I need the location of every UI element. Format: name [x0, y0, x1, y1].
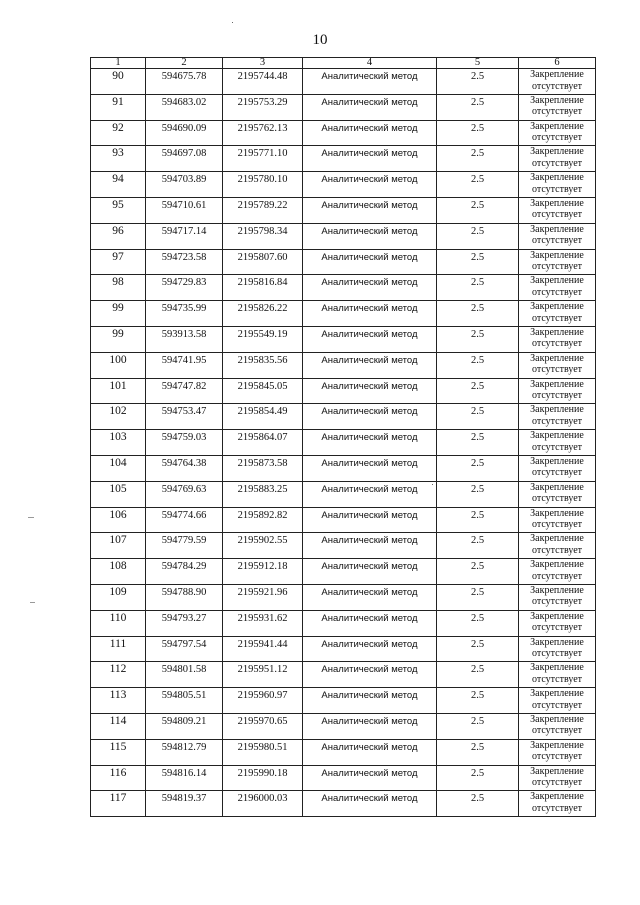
cell-accuracy: 2.5	[437, 378, 519, 404]
cell-coord-y: 2195883.25	[223, 481, 303, 507]
cell-coord-y: 2195854.49	[223, 404, 303, 430]
table-row	[91, 636, 596, 662]
cell-fixing-description: Закрепление отсутствует	[519, 378, 596, 404]
header-col-3: 3	[223, 58, 303, 69]
cell-accuracy: 2.5	[437, 636, 519, 662]
cell-fixing-description: Закрепление отсутствует	[519, 533, 596, 559]
cell-method: Аналитический метод	[303, 301, 437, 327]
cell-method: Аналитический метод	[303, 559, 437, 585]
cell-coord-x: 594675.78	[146, 69, 223, 95]
cell-point-number: 94	[91, 172, 146, 198]
cell-fixing-description: Закрепление отсутствует	[519, 791, 596, 817]
cell-coord-x: 594809.21	[146, 713, 223, 739]
table-row	[91, 584, 596, 610]
table-row	[91, 378, 596, 404]
cell-coord-y: 2195951.12	[223, 662, 303, 688]
cell-fixing-description: Закрепление отсутствует	[519, 301, 596, 327]
cell-fixing-description: Закрепление отсутствует	[519, 197, 596, 223]
cell-method: Аналитический метод	[303, 713, 437, 739]
cell-coord-x: 594797.54	[146, 636, 223, 662]
cell-fixing-description: Закрепление отсутствует	[519, 146, 596, 172]
cell-method: Аналитический метод	[303, 481, 437, 507]
table-row	[91, 352, 596, 378]
table-row	[91, 146, 596, 172]
header-col-5: 5	[437, 58, 519, 69]
cell-fixing-description: Закрепление отсутствует	[519, 688, 596, 714]
cell-method: Аналитический метод	[303, 352, 437, 378]
cell-coord-y: 2195762.13	[223, 120, 303, 146]
coordinates-table	[90, 57, 596, 817]
table-row	[91, 249, 596, 275]
table-row	[91, 791, 596, 817]
cell-method: Аналитический метод	[303, 249, 437, 275]
table-row	[91, 765, 596, 791]
cell-point-number: 100	[91, 352, 146, 378]
cell-method: Аналитический метод	[303, 610, 437, 636]
cell-method: Аналитический метод	[303, 69, 437, 95]
cell-method: Аналитический метод	[303, 507, 437, 533]
cell-coord-x: 594759.03	[146, 430, 223, 456]
table-row	[91, 197, 596, 223]
cell-fixing-description: Закрепление отсутствует	[519, 275, 596, 301]
cell-point-number: 116	[91, 765, 146, 791]
cell-fixing-description: Закрепление отсутствует	[519, 559, 596, 585]
cell-accuracy: 2.5	[437, 610, 519, 636]
scan-speck	[28, 517, 34, 518]
cell-point-number: 97	[91, 249, 146, 275]
cell-coord-y: 2195970.65	[223, 713, 303, 739]
cell-method: Аналитический метод	[303, 791, 437, 817]
cell-coord-x: 594779.59	[146, 533, 223, 559]
cell-accuracy: 2.5	[437, 765, 519, 791]
cell-point-number: 90	[91, 69, 146, 95]
cell-point-number: 95	[91, 197, 146, 223]
cell-accuracy: 2.5	[437, 197, 519, 223]
cell-point-number: 99	[91, 301, 146, 327]
table-row	[91, 507, 596, 533]
cell-point-number: 93	[91, 146, 146, 172]
table-header-row	[91, 58, 596, 69]
cell-coord-y: 2195941.44	[223, 636, 303, 662]
cell-fixing-description: Закрепление отсутствует	[519, 584, 596, 610]
table-row	[91, 326, 596, 352]
cell-coord-x: 594683.02	[146, 94, 223, 120]
cell-coord-x: 594774.66	[146, 507, 223, 533]
cell-accuracy: 2.5	[437, 662, 519, 688]
cell-point-number: 92	[91, 120, 146, 146]
cell-fixing-description: Закрепление отсутствует	[519, 94, 596, 120]
table-row	[91, 404, 596, 430]
cell-coord-y: 2195835.56	[223, 352, 303, 378]
cell-point-number: 109	[91, 584, 146, 610]
table-row	[91, 301, 596, 327]
cell-fixing-description: Закрепление отсутствует	[519, 507, 596, 533]
cell-fixing-description: Закрепление отсутствует	[519, 739, 596, 765]
table-row	[91, 223, 596, 249]
cell-coord-x: 594812.79	[146, 739, 223, 765]
cell-accuracy: 2.5	[437, 791, 519, 817]
cell-coord-x: 594769.63	[146, 481, 223, 507]
cell-fixing-description: Закрепление отсутствует	[519, 120, 596, 146]
cell-coord-y: 2195780.10	[223, 172, 303, 198]
cell-point-number: 112	[91, 662, 146, 688]
cell-coord-y: 2195826.22	[223, 301, 303, 327]
cell-coord-x: 594710.61	[146, 197, 223, 223]
cell-accuracy: 2.5	[437, 713, 519, 739]
cell-coord-y: 2196000.03	[223, 791, 303, 817]
cell-method: Аналитический метод	[303, 404, 437, 430]
table-body	[91, 69, 596, 817]
table-row	[91, 739, 596, 765]
cell-coord-x: 594747.82	[146, 378, 223, 404]
cell-accuracy: 2.5	[437, 430, 519, 456]
cell-coord-y: 2195816.84	[223, 275, 303, 301]
cell-method: Аналитический метод	[303, 662, 437, 688]
cell-point-number: 117	[91, 791, 146, 817]
table-row	[91, 94, 596, 120]
cell-coord-y: 2195990.18	[223, 765, 303, 791]
cell-coord-y: 2195845.05	[223, 378, 303, 404]
cell-point-number: 110	[91, 610, 146, 636]
cell-coord-y: 2195931.62	[223, 610, 303, 636]
cell-point-number: 98	[91, 275, 146, 301]
cell-method: Аналитический метод	[303, 688, 437, 714]
header-col-2: 2	[146, 58, 223, 69]
cell-accuracy: 2.5	[437, 249, 519, 275]
cell-fixing-description: Закрепление отсутствует	[519, 430, 596, 456]
cell-fixing-description: Закрепление отсутствует	[519, 249, 596, 275]
cell-coord-x: 594690.09	[146, 120, 223, 146]
cell-fixing-description: Закрепление отсутствует	[519, 172, 596, 198]
cell-coord-y: 2195980.51	[223, 739, 303, 765]
cell-method: Аналитический метод	[303, 223, 437, 249]
cell-accuracy: 2.5	[437, 584, 519, 610]
coordinates-table-container	[90, 57, 595, 817]
header-col-6: 6	[519, 58, 596, 69]
cell-method: Аналитический метод	[303, 739, 437, 765]
cell-accuracy: 2.5	[437, 688, 519, 714]
cell-coord-x: 594816.14	[146, 765, 223, 791]
table-row	[91, 172, 596, 198]
cell-coord-x: 594753.47	[146, 404, 223, 430]
cell-coord-x: 594764.38	[146, 455, 223, 481]
cell-point-number: 96	[91, 223, 146, 249]
cell-method: Аналитический метод	[303, 197, 437, 223]
cell-coord-x: 594805.51	[146, 688, 223, 714]
cell-coord-x: 594703.89	[146, 172, 223, 198]
cell-coord-y: 2195960.97	[223, 688, 303, 714]
cell-coord-y: 2195892.82	[223, 507, 303, 533]
cell-fixing-description: Закрепление отсутствует	[519, 481, 596, 507]
cell-coord-x: 594819.37	[146, 791, 223, 817]
cell-accuracy: 2.5	[437, 326, 519, 352]
table-row	[91, 688, 596, 714]
cell-coord-y: 2195807.60	[223, 249, 303, 275]
table-row	[91, 662, 596, 688]
cell-accuracy: 2.5	[437, 275, 519, 301]
cell-accuracy: 2.5	[437, 223, 519, 249]
cell-accuracy: 2.5	[437, 481, 519, 507]
cell-coord-y: 2195753.29	[223, 94, 303, 120]
cell-method: Аналитический метод	[303, 326, 437, 352]
cell-coord-y: 2195771.10	[223, 146, 303, 172]
cell-method: Аналитический метод	[303, 146, 437, 172]
cell-method: Аналитический метод	[303, 120, 437, 146]
table-row	[91, 610, 596, 636]
table-row	[91, 69, 596, 95]
cell-coord-y: 2195789.22	[223, 197, 303, 223]
cell-point-number: 106	[91, 507, 146, 533]
cell-accuracy: 2.5	[437, 352, 519, 378]
cell-fixing-description: Закрепление отсутствует	[519, 713, 596, 739]
cell-coord-x: 594788.90	[146, 584, 223, 610]
cell-accuracy: 2.5	[437, 533, 519, 559]
table-row	[91, 481, 596, 507]
cell-accuracy: 2.5	[437, 739, 519, 765]
table-row	[91, 559, 596, 585]
cell-fixing-description: Закрепление отсутствует	[519, 662, 596, 688]
cell-fixing-description: Закрепление отсутствует	[519, 765, 596, 791]
cell-accuracy: 2.5	[437, 301, 519, 327]
cell-accuracy: 2.5	[437, 69, 519, 95]
header-col-1: 1	[91, 58, 146, 69]
cell-coord-x: 593913.58	[146, 326, 223, 352]
table-row	[91, 430, 596, 456]
cell-coord-y: 2195902.55	[223, 533, 303, 559]
cell-coord-y: 2195921.96	[223, 584, 303, 610]
cell-coord-x: 594784.29	[146, 559, 223, 585]
cell-point-number: 113	[91, 688, 146, 714]
cell-method: Аналитический метод	[303, 172, 437, 198]
cell-coord-x: 594729.83	[146, 275, 223, 301]
cell-coord-x: 594801.58	[146, 662, 223, 688]
cell-accuracy: 2.5	[437, 559, 519, 585]
cell-method: Аналитический метод	[303, 765, 437, 791]
cell-point-number: 102	[91, 404, 146, 430]
cell-fixing-description: Закрепление отсутствует	[519, 610, 596, 636]
cell-accuracy: 2.5	[437, 146, 519, 172]
cell-coord-y: 2195864.07	[223, 430, 303, 456]
cell-point-number: 104	[91, 455, 146, 481]
cell-point-number: 111	[91, 636, 146, 662]
cell-accuracy: 2.5	[437, 455, 519, 481]
cell-fixing-description: Закрепление отсутствует	[519, 636, 596, 662]
cell-point-number: 107	[91, 533, 146, 559]
cell-coord-x: 594741.95	[146, 352, 223, 378]
cell-coord-x: 594723.58	[146, 249, 223, 275]
cell-fixing-description: Закрепление отсутствует	[519, 69, 596, 95]
cell-fixing-description: Закрепление отсутствует	[519, 223, 596, 249]
cell-coord-x: 594793.27	[146, 610, 223, 636]
cell-accuracy: 2.5	[437, 94, 519, 120]
cell-fixing-description: Закрепление отсутствует	[519, 404, 596, 430]
cell-point-number: 99	[91, 326, 146, 352]
cell-point-number: 101	[91, 378, 146, 404]
cell-point-number: 105	[91, 481, 146, 507]
header-col-4: 4	[303, 58, 437, 69]
cell-coord-y: 2195798.34	[223, 223, 303, 249]
cell-point-number: 115	[91, 739, 146, 765]
cell-coord-x: 594735.99	[146, 301, 223, 327]
cell-accuracy: 2.5	[437, 404, 519, 430]
cell-method: Аналитический метод	[303, 455, 437, 481]
table-row	[91, 533, 596, 559]
cell-coord-y: 2195549.19	[223, 326, 303, 352]
cell-accuracy: 2.5	[437, 120, 519, 146]
cell-point-number: 114	[91, 713, 146, 739]
cell-point-number: 103	[91, 430, 146, 456]
cell-method: Аналитический метод	[303, 94, 437, 120]
page-number: 10	[312, 32, 328, 48]
scan-speck	[432, 484, 433, 485]
cell-method: Аналитический метод	[303, 275, 437, 301]
cell-coord-y: 2195912.18	[223, 559, 303, 585]
cell-method: Аналитический метод	[303, 533, 437, 559]
cell-method: Аналитический метод	[303, 636, 437, 662]
cell-coord-y: 2195873.58	[223, 455, 303, 481]
table-row	[91, 713, 596, 739]
scan-speck	[30, 602, 35, 603]
cell-method: Аналитический метод	[303, 584, 437, 610]
cell-coord-x: 594697.08	[146, 146, 223, 172]
scan-speck	[232, 22, 233, 23]
cell-fixing-description: Закрепление отсутствует	[519, 455, 596, 481]
cell-coord-y: 2195744.48	[223, 69, 303, 95]
cell-method: Аналитический метод	[303, 430, 437, 456]
cell-coord-x: 594717.14	[146, 223, 223, 249]
table-row	[91, 455, 596, 481]
table-row	[91, 120, 596, 146]
cell-point-number: 91	[91, 94, 146, 120]
table-row	[91, 275, 596, 301]
cell-fixing-description: Закрепление отсутствует	[519, 326, 596, 352]
cell-accuracy: 2.5	[437, 172, 519, 198]
cell-accuracy: 2.5	[437, 507, 519, 533]
cell-method: Аналитический метод	[303, 378, 437, 404]
cell-point-number: 108	[91, 559, 146, 585]
cell-fixing-description: Закрепление отсутствует	[519, 352, 596, 378]
